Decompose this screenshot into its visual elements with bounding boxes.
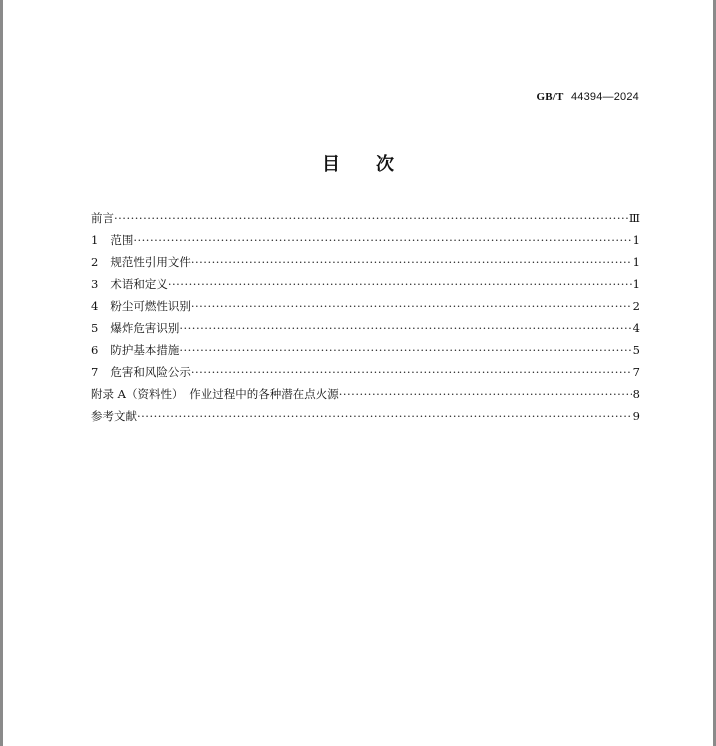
- toc-entry-label: [91, 251, 191, 273]
- toc-leader-dots: [191, 295, 632, 317]
- toc-leader-dots: [179, 339, 631, 361]
- toc-leader-dots: [339, 383, 632, 405]
- toc-entry-page: 2: [632, 299, 640, 313]
- toc-leader-dots: [191, 361, 632, 383]
- toc-entry-page: 1: [632, 255, 640, 269]
- toc-entry-number: 2: [91, 255, 99, 269]
- toc-entry-title: 规范性引用文件: [110, 255, 191, 269]
- toc-entry-number: 6: [91, 343, 99, 357]
- toc-entry-hazard-risk-notice[interactable]: [91, 361, 640, 383]
- standard-code: [536, 90, 639, 103]
- toc-leader-dots: [133, 229, 631, 251]
- toc-entry-scope[interactable]: [91, 229, 640, 251]
- toc-entry-label: 前言: [91, 211, 114, 225]
- toc-entry-title: 术语和定义: [110, 277, 168, 291]
- toc-entry-title: 防护基本措施: [110, 343, 180, 357]
- toc-leader-dots: [191, 251, 632, 273]
- toc-entry-foreword[interactable]: [91, 207, 640, 229]
- document-page: [3, 0, 713, 746]
- toc-entry-label: [91, 295, 191, 317]
- toc-entry-explosion-hazard[interactable]: [91, 317, 640, 339]
- toc-entry-label: 参考文献: [91, 409, 137, 423]
- toc-entry-page: 4: [632, 321, 640, 335]
- toc-entry-title: 粉尘可燃性识别: [110, 299, 191, 313]
- standard-prefix: GB/T: [536, 91, 564, 103]
- toc-entry-terms-definitions[interactable]: [91, 273, 640, 295]
- toc-entry-label: [91, 361, 191, 383]
- toc-entry-page: Ⅲ: [628, 211, 640, 225]
- toc-entry-bibliography[interactable]: [91, 405, 640, 427]
- toc-entry-page: 7: [632, 365, 640, 379]
- toc-entry-dust-combustibility[interactable]: [91, 295, 640, 317]
- toc-entry-page: 1: [632, 233, 640, 247]
- toc-entry-label: [91, 229, 133, 251]
- toc-entry-number: 7: [91, 365, 99, 379]
- toc-leader-dots: [168, 273, 632, 295]
- toc-entry-page: 9: [632, 409, 640, 423]
- toc-entry-title: 爆炸危害识别: [110, 321, 180, 335]
- toc-entry-normative-references[interactable]: [91, 251, 640, 273]
- toc-entry-label: [91, 339, 179, 361]
- table-of-contents: [91, 207, 640, 427]
- toc-entry-appendix-a[interactable]: [91, 383, 640, 405]
- toc-entry-number: 1: [91, 233, 99, 247]
- toc-leader-dots: [114, 207, 628, 229]
- toc-entry-label: [91, 317, 179, 339]
- toc-leader-dots: [179, 317, 631, 339]
- standard-number: 44394—2024: [570, 91, 639, 103]
- toc-leader-dots: [137, 405, 632, 427]
- toc-entry-basic-protection[interactable]: [91, 339, 640, 361]
- page-title: 目次: [322, 154, 430, 175]
- toc-entry-number: 4: [91, 299, 99, 313]
- toc-entry-label: 附录 A（资料性） 作业过程中的各种潜在点火源: [91, 387, 339, 401]
- toc-entry-page: 5: [632, 343, 640, 357]
- toc-entry-label: [91, 273, 168, 295]
- toc-entry-page: 1: [632, 277, 640, 291]
- toc-entry-number: 3: [91, 277, 99, 291]
- toc-entry-number: 5: [91, 321, 99, 335]
- toc-entry-title: 范围: [110, 233, 134, 247]
- toc-entry-page: 8: [632, 387, 640, 401]
- toc-entry-title: 危害和风险公示: [110, 365, 191, 379]
